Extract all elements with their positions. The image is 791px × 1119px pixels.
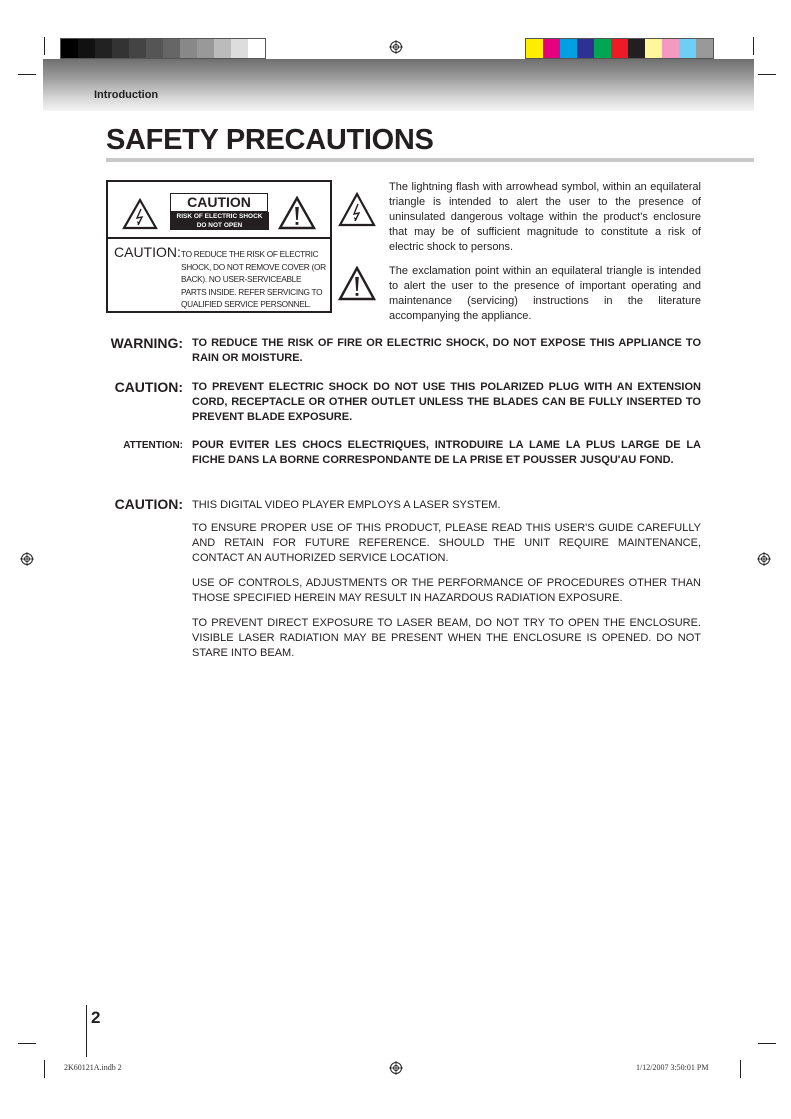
section-label: Introduction bbox=[94, 89, 159, 101]
exclamation-warning-icon bbox=[278, 196, 316, 230]
caution-heading: CAUTION bbox=[170, 193, 268, 212]
caution-subheading-line: RISK OF ELECTRIC SHOCK bbox=[176, 213, 263, 220]
registration-mark-icon bbox=[20, 552, 34, 566]
title-rule bbox=[106, 158, 754, 162]
registration-mark-icon bbox=[389, 1061, 403, 1075]
crop-mark bbox=[18, 1043, 36, 1044]
page-number-rule bbox=[86, 1005, 87, 1057]
registration-mark-icon bbox=[757, 552, 771, 566]
lightning-symbol-text: The lightning flash with arrowhead symbol, within an equilateral triangle is intended to alert the user to the presence of uninsulated dangerous voltage within the product's enclosure that may be of sufficient magnitude to constitute a risk of electric shock to persons. bbox=[389, 181, 701, 253]
registration-mark-icon bbox=[389, 40, 403, 54]
crop-mark bbox=[753, 37, 754, 55]
lightning-warning-icon bbox=[122, 198, 158, 230]
caution-box-text: TO REDUCE THE RISK OF ELECTRIC SHOCK, DO NOT REMOVE COVER (OR BACK). NO USER-SERVICEABLE PARTS INSIDE. REFER SERVICING TO QUALIFIED SERVICE PERSONNEL. bbox=[181, 249, 326, 309]
attention-text: POUR EVITER LES CHOCS ELECTRIQUES, INTRODUIRE LA LAME LA PLUS LARGE DE LA FICHE DANS LA BORNE CORRESPONDANTE DE LA PRISE ET POUSSER JUSQU'AU FOND. bbox=[192, 439, 701, 466]
caution-label-box bbox=[106, 180, 332, 313]
page-number: 2 bbox=[91, 1008, 101, 1027]
header-band bbox=[43, 59, 754, 111]
caution-subheading bbox=[170, 212, 269, 230]
exclamation-symbol-text: The exclamation point within an equilateral triangle is intended to alert the user to the presence of important operating and maintenance (servicing) instructions in the literature accompanying the appliance. bbox=[389, 265, 701, 322]
page-title: SAFETY PRECAUTIONS bbox=[106, 124, 434, 156]
footer-file: 2K60121A.indb 2 bbox=[64, 1063, 122, 1072]
laser-paragraph-3: USE OF CONTROLS, ADJUSTMENTS OR THE PERFORMANCE OF PROCEDURES OTHER THAN THOSE SPECIFIED HEREIN MAY RESULT IN HAZARDOUS RADIATION EXPOSURE. bbox=[192, 577, 701, 604]
caution-word: CAUTION: bbox=[114, 244, 181, 260]
crop-mark bbox=[758, 1043, 776, 1044]
warning-text: TO REDUCE THE RISK OF FIRE OR ELECTRIC SHOCK, DO NOT EXPOSE THIS APPLIANCE TO RAIN OR MOISTURE. bbox=[192, 337, 701, 364]
crop-mark bbox=[18, 74, 36, 75]
warning-label: WARNING: bbox=[110, 335, 183, 351]
laser-paragraph-1: THIS DIGITAL VIDEO PLAYER EMPLOYS A LASER SYSTEM. bbox=[192, 499, 501, 511]
color-registration-bar bbox=[525, 38, 714, 59]
crop-mark bbox=[758, 74, 776, 75]
crop-mark bbox=[44, 37, 45, 55]
attention-label: ATTENTION: bbox=[123, 440, 183, 451]
lightning-warning-icon bbox=[338, 192, 376, 228]
caution-label: CAUTION: bbox=[114, 379, 183, 395]
box-divider bbox=[108, 237, 330, 239]
caution-subheading-line: DO NOT OPEN bbox=[196, 222, 243, 229]
laser-paragraph-4: TO PREVENT DIRECT EXPOSURE TO LASER BEAM, DO NOT TRY TO OPEN THE ENCLOSURE. VISIBLE LASER RADIATION MAY BE PRESENT WHEN THE ENCLOSURE IS OPENED. DO NOT STARE INTO BEAM. bbox=[192, 617, 701, 659]
footer-timestamp: 1/12/2007 3:50:01 PM bbox=[636, 1063, 709, 1072]
laser-paragraph-2: TO ENSURE PROPER USE OF THIS PRODUCT, PLEASE READ THIS USER'S GUIDE CAREFULLY AND RETAIN FOR FUTURE REFERENCE. SHOULD THE UNIT REQUIRE MAINTENANCE, CONTACT AN AUTHORIZED SERVICE LOCATION. bbox=[192, 522, 701, 564]
crop-mark bbox=[44, 1060, 45, 1078]
caution-laser-label: CAUTION: bbox=[114, 496, 183, 512]
exclamation-warning-icon bbox=[338, 266, 376, 302]
caution-plug-text: TO PREVENT ELECTRIC SHOCK DO NOT USE THIS POLARIZED PLUG WITH AN EXTENSION CORD, RECEPTACLE OR OTHER OUTLET UNLESS THE BLADES CAN BE FULLY INSERTED TO PREVENT BLADE EXPOSURE. bbox=[192, 381, 701, 423]
grayscale-registration-bar bbox=[60, 38, 266, 59]
crop-mark bbox=[740, 1060, 741, 1078]
